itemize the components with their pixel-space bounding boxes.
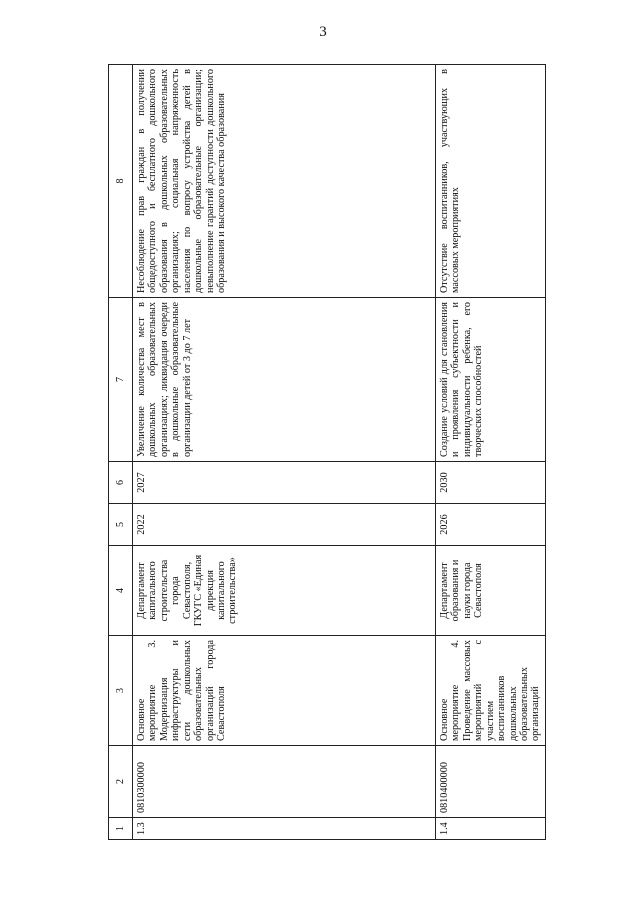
- row-number: 1.4: [436, 818, 546, 840]
- table-viewport: [108, 65, 542, 840]
- row-consequences: Отсутствие воспитанников, участвующих в массовых мероприятиях: [436, 65, 546, 298]
- row-measure-name: Основное мероприятие 3. Модернизация инфраструктуры и сети дошкольных образовательных организаций города Севастополя: [133, 636, 436, 746]
- row-executor: Департамент капитального строительства города Севастополя, ГКУГС «Единая дирекция капитального строительства»: [133, 546, 436, 636]
- header-cell: 8: [109, 65, 133, 298]
- row-start-year: 2026: [436, 504, 546, 546]
- row-end-year: 2030: [436, 462, 546, 504]
- page-number: 3: [319, 24, 327, 40]
- row-expected-result: Увеличение количества мест в дошкольных образовательных организациях; ликвидация очереди в дошкольные образовательные организации детей от 3 до 7 лет: [133, 298, 436, 462]
- row-consequences: Несоблюдение прав граждан в получении общедоступного и бесплатного дошкольного образования в дошкольных образовательных организациях; социальная напряженность населения по вопросу устройства детей в дошкольные образовательные организации; невыполнение гарантий доступности дошкольного образования и высокого качества образования: [133, 65, 436, 298]
- row-code: 0810400000: [436, 746, 546, 818]
- header-cell: 4: [109, 546, 133, 636]
- header-cell: 5: [109, 504, 133, 546]
- header-cell: 6: [109, 462, 133, 504]
- row-end-year: 2027: [133, 462, 436, 504]
- row-executor: Департамент образования и науки города Севастополя: [436, 546, 546, 636]
- row-measure-name: Основное мероприятие 4. Проведение массовых мероприятий с участием воспитанников дошкольных образовательных организаций: [436, 636, 546, 746]
- header-cell: 7: [109, 298, 133, 462]
- row-start-year: 2022: [133, 504, 436, 546]
- row-expected-result: Создание условий для становления и проявления субъектности и индивидуальности ребенка, его творческих способностей: [436, 298, 546, 462]
- row-number: 1.3: [133, 818, 436, 840]
- header-cell: 2: [109, 746, 133, 818]
- table-row: [436, 65, 546, 840]
- header-cell: 3: [109, 636, 133, 746]
- row-code: 0810300000: [133, 746, 436, 818]
- program-table: [108, 64, 546, 840]
- table-rotated-wrapper: [108, 65, 542, 840]
- header-cell: 1: [109, 818, 133, 840]
- table-header-row: [109, 65, 133, 840]
- table-row: [133, 65, 436, 840]
